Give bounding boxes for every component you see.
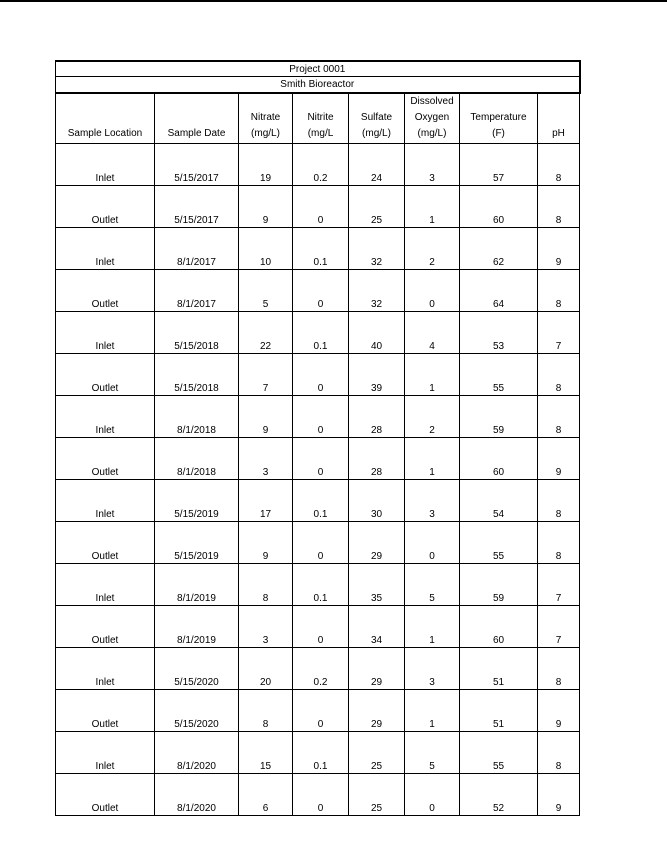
table-cell-dissolved-oxygen: 2 [405, 396, 460, 438]
table-cell-dissolved-oxygen: 0 [405, 270, 460, 312]
table-cell-sample-location: Inlet [56, 396, 155, 438]
table-row [56, 228, 580, 270]
table-cell-nitrate: 6 [239, 774, 293, 816]
table-title: Project 0001 [56, 61, 580, 77]
table-cell-temperature: 53 [460, 312, 538, 354]
table-cell-sample-location: Inlet [56, 228, 155, 270]
table-row [56, 396, 580, 438]
table-cell-nitrite: 0.2 [293, 144, 349, 186]
table-cell-ph: 8 [538, 186, 580, 228]
table-cell-temperature: 52 [460, 774, 538, 816]
table-cell-temperature: 59 [460, 396, 538, 438]
column-header-sample-location [56, 93, 155, 144]
title-row [56, 61, 580, 77]
header-text-line: (mg/L [307, 128, 334, 139]
table-cell-sulfate: 32 [349, 228, 405, 270]
table-cell-nitrate: 19 [239, 144, 293, 186]
table-cell-dissolved-oxygen: 1 [405, 438, 460, 480]
column-header-dissolved-oxygen [405, 93, 460, 144]
table-cell-ph: 7 [538, 564, 580, 606]
table-cell-sample-date: 8/1/2020 [155, 732, 239, 774]
table-cell-nitrite: 0 [293, 774, 349, 816]
table-cell-sulfate: 30 [349, 480, 405, 522]
column-header-nitrite [293, 93, 349, 144]
table-cell-sulfate: 24 [349, 144, 405, 186]
table-cell-sample-location: Outlet [56, 354, 155, 396]
table-row [56, 648, 580, 690]
table-row [56, 480, 580, 522]
table-cell-nitrite: 0 [293, 396, 349, 438]
table-row [56, 354, 580, 396]
table-cell-dissolved-oxygen: 1 [405, 186, 460, 228]
table-cell-ph: 8 [538, 480, 580, 522]
table-cell-sample-date: 8/1/2019 [155, 606, 239, 648]
table-cell-sample-date: 8/1/2017 [155, 270, 239, 312]
table-cell-sample-date: 8/1/2020 [155, 774, 239, 816]
table-cell-sulfate: 39 [349, 354, 405, 396]
table-cell-ph: 8 [538, 522, 580, 564]
table-cell-temperature: 60 [460, 186, 538, 228]
table-cell-sulfate: 40 [349, 312, 405, 354]
column-header-sulfate [349, 93, 405, 144]
table-cell-ph: 8 [538, 354, 580, 396]
table-row [56, 312, 580, 354]
table-cell-ph: 8 [538, 144, 580, 186]
table-cell-ph: 9 [538, 774, 580, 816]
header-text-line: Sulfate [360, 112, 393, 123]
table-cell-nitrite: 0.1 [293, 732, 349, 774]
table-cell-dissolved-oxygen: 4 [405, 312, 460, 354]
table-cell-sulfate: 35 [349, 564, 405, 606]
header-text-line: Dissolved [410, 96, 454, 107]
header-text-line: Temperature [470, 112, 527, 123]
subtitle-row [56, 77, 580, 94]
table-cell-nitrate: 10 [239, 228, 293, 270]
header-text-line: Nitrite [307, 112, 334, 123]
table-cell-sample-date: 8/1/2019 [155, 564, 239, 606]
table-cell-sample-date: 5/15/2019 [155, 480, 239, 522]
table-cell-nitrite: 0.1 [293, 480, 349, 522]
table-cell-sample-date: 5/15/2020 [155, 648, 239, 690]
table-cell-temperature: 64 [460, 270, 538, 312]
table-cell-sample-location: Outlet [56, 774, 155, 816]
table-cell-dissolved-oxygen: 5 [405, 732, 460, 774]
table-cell-temperature: 59 [460, 564, 538, 606]
table-cell-sulfate: 29 [349, 522, 405, 564]
table-cell-temperature: 55 [460, 522, 538, 564]
table-cell-nitrite: 0 [293, 186, 349, 228]
table-cell-nitrate: 15 [239, 732, 293, 774]
table-row [56, 774, 580, 816]
table-cell-nitrite: 0.1 [293, 312, 349, 354]
table-cell-sample-date: 8/1/2018 [155, 396, 239, 438]
table-row [56, 270, 580, 312]
table-cell-nitrate: 9 [239, 396, 293, 438]
table-cell-nitrite: 0 [293, 606, 349, 648]
table-cell-dissolved-oxygen: 1 [405, 690, 460, 732]
table-cell-ph: 8 [538, 648, 580, 690]
table-cell-sample-location: Inlet [56, 144, 155, 186]
header-text-line: (mg/L) [417, 128, 447, 139]
table-cell-ph: 7 [538, 312, 580, 354]
table-cell-sulfate: 32 [349, 270, 405, 312]
table-cell-nitrite: 0 [293, 270, 349, 312]
header-text-line: pH [552, 128, 565, 139]
table-cell-nitrate: 8 [239, 564, 293, 606]
column-header-nitrate [239, 93, 293, 144]
table-cell-temperature: 55 [460, 732, 538, 774]
table-cell-sulfate: 28 [349, 438, 405, 480]
table-cell-sulfate: 28 [349, 396, 405, 438]
table-cell-sample-date: 8/1/2017 [155, 228, 239, 270]
table-cell-ph: 8 [538, 396, 580, 438]
table-cell-ph: 9 [538, 438, 580, 480]
table-cell-sample-location: Outlet [56, 606, 155, 648]
table-cell-nitrite: 0 [293, 690, 349, 732]
table-cell-sulfate: 25 [349, 774, 405, 816]
table-cell-dissolved-oxygen: 0 [405, 522, 460, 564]
column-header-temperature [460, 93, 538, 144]
table-row [56, 186, 580, 228]
table-cell-nitrate: 5 [239, 270, 293, 312]
table-cell-nitrate: 3 [239, 438, 293, 480]
table-cell-temperature: 51 [460, 690, 538, 732]
header-text-line: Sample Date [167, 128, 226, 139]
table-cell-sample-location: Outlet [56, 438, 155, 480]
table-cell-sample-location: Inlet [56, 648, 155, 690]
data-table [55, 60, 581, 816]
table-cell-ph: 7 [538, 606, 580, 648]
table-row [56, 732, 580, 774]
table-subtitle: Smith Bioreactor [56, 77, 580, 94]
table-cell-dissolved-oxygen: 2 [405, 228, 460, 270]
page-top-border [0, 0, 667, 2]
table-row [56, 438, 580, 480]
header-text-line: Oxygen [414, 112, 450, 123]
table-cell-nitrite: 0.1 [293, 564, 349, 606]
table-cell-dissolved-oxygen: 3 [405, 648, 460, 690]
table-cell-sample-location: Outlet [56, 270, 155, 312]
table-cell-ph: 8 [538, 732, 580, 774]
table-cell-temperature: 60 [460, 438, 538, 480]
table-cell-sample-location: Outlet [56, 690, 155, 732]
header-text-line: (mg/L) [362, 128, 391, 139]
table-cell-nitrite: 0 [293, 354, 349, 396]
table-cell-sample-date: 5/15/2019 [155, 522, 239, 564]
column-header-row [56, 93, 580, 144]
table-cell-dissolved-oxygen: 5 [405, 564, 460, 606]
table-cell-sample-location: Inlet [56, 564, 155, 606]
table-cell-dissolved-oxygen: 3 [405, 144, 460, 186]
table-row [56, 522, 580, 564]
table-cell-dissolved-oxygen: 0 [405, 774, 460, 816]
table-cell-dissolved-oxygen: 1 [405, 354, 460, 396]
header-text-line: Nitrate [250, 112, 281, 123]
table-row [56, 564, 580, 606]
table-cell-nitrate: 22 [239, 312, 293, 354]
table-cell-nitrate: 17 [239, 480, 293, 522]
table-cell-nitrate: 20 [239, 648, 293, 690]
table-cell-sample-date: 5/15/2020 [155, 690, 239, 732]
table-cell-sulfate: 25 [349, 186, 405, 228]
table-cell-sample-date: 5/15/2018 [155, 354, 239, 396]
table-cell-temperature: 62 [460, 228, 538, 270]
table-row [56, 690, 580, 732]
table-cell-nitrite: 0 [293, 522, 349, 564]
table-cell-sample-date: 5/15/2017 [155, 144, 239, 186]
table-cell-nitrite: 0 [293, 438, 349, 480]
table-cell-sample-date: 5/15/2018 [155, 312, 239, 354]
table-cell-dissolved-oxygen: 3 [405, 480, 460, 522]
table-cell-nitrate: 3 [239, 606, 293, 648]
header-text-line: Sample Location [67, 128, 143, 139]
header-text-line: (F) [492, 128, 505, 139]
table-row [56, 606, 580, 648]
table-cell-ph: 9 [538, 690, 580, 732]
table-cell-sample-date: 8/1/2018 [155, 438, 239, 480]
table-row [56, 144, 580, 186]
table-cell-nitrate: 9 [239, 186, 293, 228]
table-cell-dissolved-oxygen: 1 [405, 606, 460, 648]
table-cell-temperature: 60 [460, 606, 538, 648]
table-cell-temperature: 57 [460, 144, 538, 186]
table-cell-sulfate: 34 [349, 606, 405, 648]
table-cell-temperature: 54 [460, 480, 538, 522]
table-cell-temperature: 51 [460, 648, 538, 690]
table-cell-sample-location: Outlet [56, 522, 155, 564]
table-cell-nitrate: 9 [239, 522, 293, 564]
table-cell-sample-location: Outlet [56, 186, 155, 228]
column-header-ph [538, 93, 580, 144]
table-cell-sulfate: 29 [349, 690, 405, 732]
table-cell-ph: 9 [538, 228, 580, 270]
table-cell-sample-date: 5/15/2017 [155, 186, 239, 228]
table-cell-nitrite: 0.2 [293, 648, 349, 690]
table-cell-ph: 8 [538, 270, 580, 312]
table-cell-sample-location: Inlet [56, 480, 155, 522]
table-cell-sample-location: Inlet [56, 732, 155, 774]
table-cell-sulfate: 29 [349, 648, 405, 690]
table-cell-nitrate: 7 [239, 354, 293, 396]
table-cell-temperature: 55 [460, 354, 538, 396]
header-text-line: (mg/L) [251, 128, 280, 139]
table-cell-nitrate: 8 [239, 690, 293, 732]
table-cell-sulfate: 25 [349, 732, 405, 774]
table-cell-nitrite: 0.1 [293, 228, 349, 270]
column-header-sample-date [155, 93, 239, 144]
table-cell-sample-location: Inlet [56, 312, 155, 354]
